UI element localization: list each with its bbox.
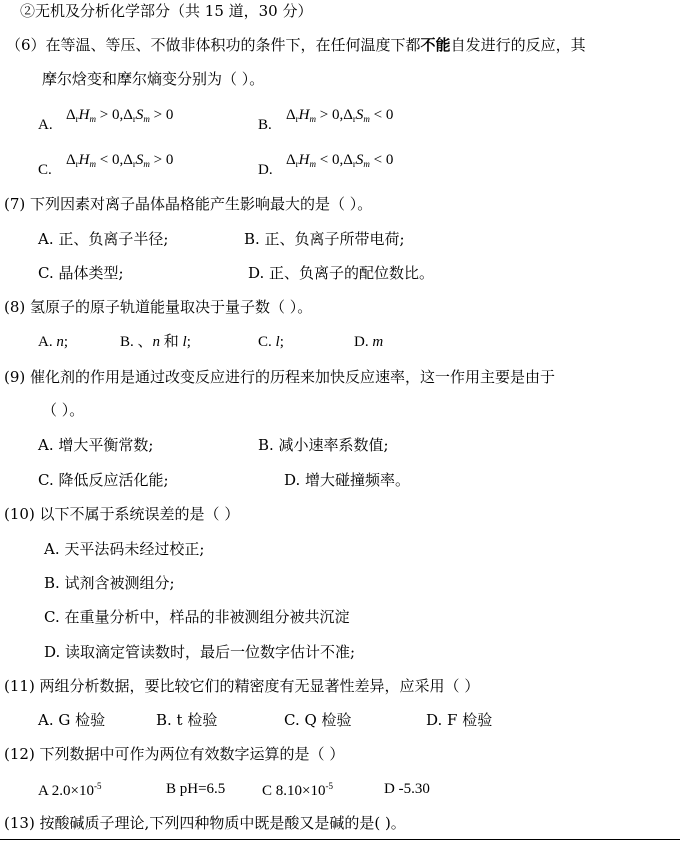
q11-option-c: C. Q 检验 xyxy=(284,711,352,729)
q6-option-a-formula: $\Delta_rH_m > 0,\Delta_rS_m > 0$ xyxy=(66,107,174,124)
q6-option-d-formula: $\Delta_rH_m < 0,\Delta_rS_m < 0$ xyxy=(286,152,394,169)
q6-option-c-formula: $\Delta_rH_m < 0,\Delta_rS_m > 0$ xyxy=(66,152,174,169)
question-10-stem: (10) 以下不属于系统误差的是（ ） xyxy=(4,505,240,523)
question-13-stem: (13) 按酸碱质子理论,下列四种物质中既是酸又是碱的是( )。 xyxy=(4,814,406,832)
bottom-divider xyxy=(0,839,680,840)
q11-option-b: B. t 检验 xyxy=(156,711,218,729)
q7-option-c: C. 晶体类型; xyxy=(38,264,124,282)
question-8-stem: (8) 氢原子的原子轨道能量取决于量子数（ ）。 xyxy=(4,298,313,316)
q12-option-a: A $2.0\times 10^{-5}$ xyxy=(38,781,102,799)
q10-option-b: B. 试剂含被测组分; xyxy=(44,574,175,592)
q7-option-b: B. 正、负离子所带电荷; xyxy=(244,230,405,248)
section-title: ②无机及分析化学部分（共 15 道，30 分） xyxy=(20,2,313,20)
emphasis-not: 不能 xyxy=(420,36,451,54)
q7-option-a: A. 正、负离子半径; xyxy=(38,230,169,248)
question-11-stem: (11) 两组分析数据，要比较它们的精密度有无显著性差异，应采用（ ） xyxy=(4,677,480,695)
q8-option-b: B. 、n 和 l; xyxy=(120,334,191,350)
question-6-stem: （6）在等温、等压、不做非体积功的条件下，在任何温度下都不能自发进行的反应，其 xyxy=(6,36,586,54)
q12-option-b: B pH=6.5 xyxy=(166,781,226,797)
q6-option-b-label: B. xyxy=(258,117,272,133)
q6-option-d-label: D. xyxy=(258,162,273,178)
q12-option-d: D -5.30 xyxy=(384,781,430,797)
q6-option-a-label: A. xyxy=(38,117,53,133)
q9-option-b: B. 减小速率系数值; xyxy=(258,436,389,454)
question-12-stem: (12) 下列数据中可作为两位有效数字运算的是（ ） xyxy=(4,745,345,763)
q11-option-a: A. G 检验 xyxy=(38,711,106,729)
q8-option-c: C. l; xyxy=(258,334,284,350)
q12-option-c: C $8.10\times 10^{-5}$ xyxy=(262,781,333,799)
q10-option-a: A. 天平法码未经过校正; xyxy=(44,540,205,558)
q10-option-c: C. 在重量分析中，样品的非被测组分被共沉淀 xyxy=(44,608,350,626)
q9-option-c: C. 降低反应活化能; xyxy=(38,471,169,489)
q9-option-a: A. 增大平衡常数; xyxy=(38,436,154,454)
question-6-stem-line2: 摩尔焓变和摩尔熵变分别为（ ）。 xyxy=(42,70,265,88)
question-7-stem: (7) 下列因素对离子晶体晶格能产生影响最大的是（ ）。 xyxy=(4,195,373,213)
q10-option-d: D. 读取滴定管读数时，最后一位数字估计不准; xyxy=(44,643,356,661)
q11-option-d: D. F 检验 xyxy=(426,711,493,729)
q6-option-c-label: C. xyxy=(38,162,52,178)
q8-option-d: D. m xyxy=(354,334,384,350)
q9-option-d: D. 增大碰撞频率。 xyxy=(284,471,411,489)
q6-option-b-formula: $\Delta_rH_m > 0,\Delta_rS_m < 0$ xyxy=(286,107,394,124)
question-9-stem: (9) 催化剂的作用是通过改变反应进行的历程来加快反应速率，这一作用主要是由于 xyxy=(4,368,556,386)
q8-option-a: A. n; xyxy=(38,334,69,350)
question-9-stem-line2: （ ）。 xyxy=(42,401,85,419)
q7-option-d: D. 正、负离子的配位数比。 xyxy=(248,264,435,282)
